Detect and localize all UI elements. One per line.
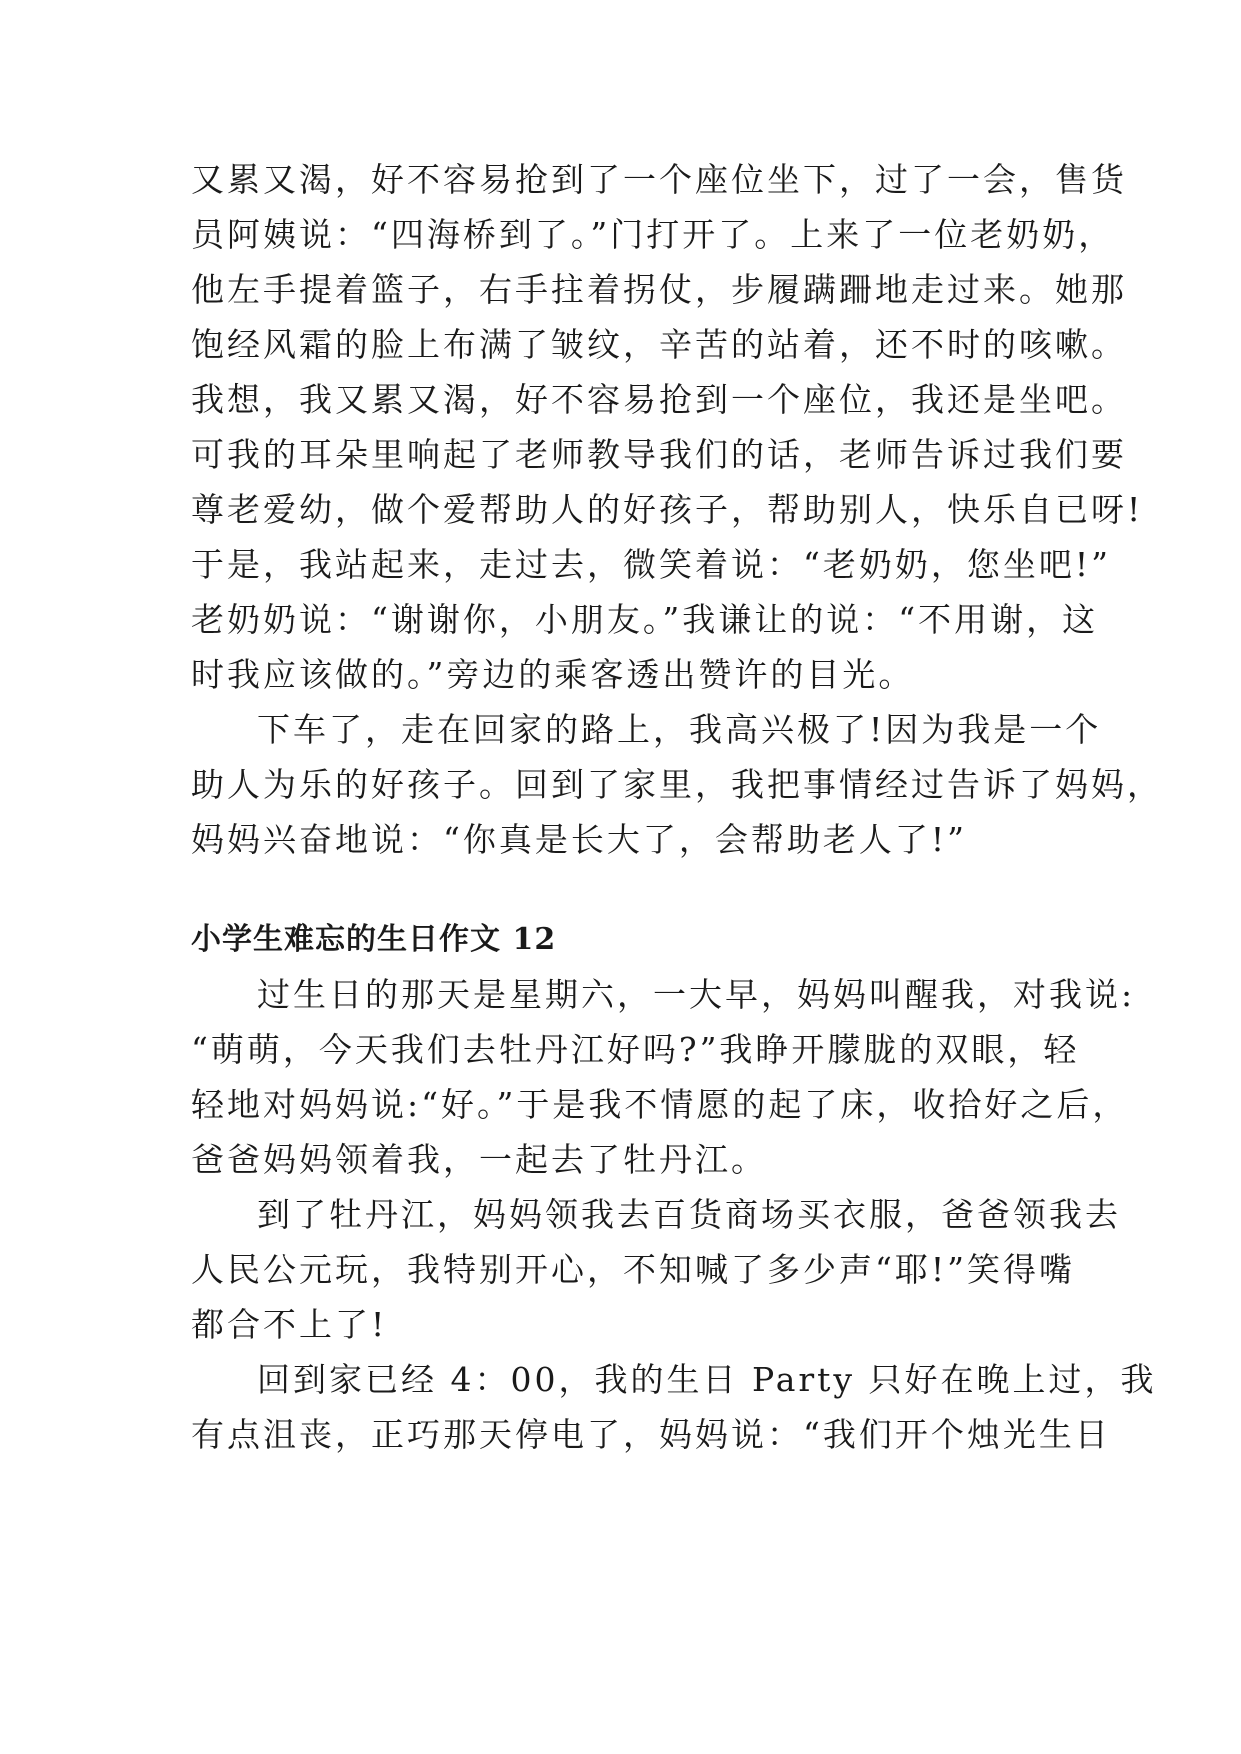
text-line: 到了牡丹江，妈妈领我去百货商场买衣服，爸爸领我去 bbox=[257, 1195, 1121, 1234]
text-line: 他左手提着篮子，右手拄着拐仗，步履蹒跚地走过来。她那 bbox=[191, 270, 1127, 309]
text-line: 饱经风霜的脸上布满了皱纹，辛苦的站着，还不时的咳嗽。 bbox=[191, 325, 1127, 364]
paragraph bbox=[191, 967, 1136, 1187]
document-page bbox=[191, 152, 1163, 1462]
paragraph bbox=[191, 1352, 1157, 1462]
text-line: 尊老爱幼，做个爱帮助人的好孩子，帮助别人，快乐自已呀! bbox=[191, 490, 1144, 529]
text-line: “萌萌，今天我们去牡丹江好吗?”我睁开朦胧的双眼，轻 bbox=[191, 1030, 1080, 1069]
text-line: 有点沮丧，正巧那天停电了，妈妈说：“我们开个烛光生日 bbox=[191, 1415, 1111, 1454]
paragraph bbox=[191, 702, 1163, 867]
paragraph bbox=[191, 1187, 1121, 1352]
text-line: 又累又渴，好不容易抢到了一个座位坐下，过了一会，售货 bbox=[191, 160, 1127, 199]
text-line: 我想，我又累又渴，好不容易抢到一个座位，我还是坐吧。 bbox=[191, 380, 1127, 419]
text-line: 妈妈兴奋地说：“你真是长大了，会帮助老人了!” bbox=[191, 820, 968, 859]
section-title: 小学生难忘的生日作文 12 bbox=[191, 922, 557, 957]
text-line: 都合不上了! bbox=[191, 1305, 388, 1344]
paragraph bbox=[191, 152, 1144, 702]
section-spacer bbox=[191, 867, 1071, 912]
text-line: 员阿姨说：“四海桥到了。”门打开了。上来了一位老奶奶， bbox=[191, 215, 1115, 254]
text-line: 可我的耳朵里响起了老师教导我们的话，老师告诉过我们要 bbox=[191, 435, 1127, 474]
text-line: 时我应该做的。”旁边的乘客透出赞许的目光。 bbox=[191, 655, 915, 694]
text-line: 爸爸妈妈领着我，一起去了牡丹江。 bbox=[191, 1140, 767, 1179]
text-line: 下车了，走在回家的路上，我高兴极了!因为我是一个 bbox=[257, 710, 1102, 749]
text-line: 过生日的那天是星期六，一大早，妈妈叫醒我，对我说: bbox=[257, 975, 1136, 1014]
text-line: 老奶奶说：“谢谢你，小朋友。”我谦让的说：“不用谢，这 bbox=[191, 600, 1099, 639]
text-line: 人民公元玩，我特别开心，不知喊了多少声“耶!”笑得嘴 bbox=[191, 1250, 1076, 1289]
text-line: 助人为乐的好孩子。回到了家里，我把事情经过告诉了妈妈， bbox=[191, 765, 1163, 804]
text-line: 于是，我站起来，走过去，微笑着说：“老奶奶，您坐吧!” bbox=[191, 545, 1112, 584]
text-line: 回到家已经 4：00，我的生日 Party 只好在晚上过，我 bbox=[257, 1360, 1157, 1399]
text-line: 轻地对妈妈说:“好。”于是我不情愿的起了床，收拾好之后， bbox=[191, 1085, 1129, 1124]
